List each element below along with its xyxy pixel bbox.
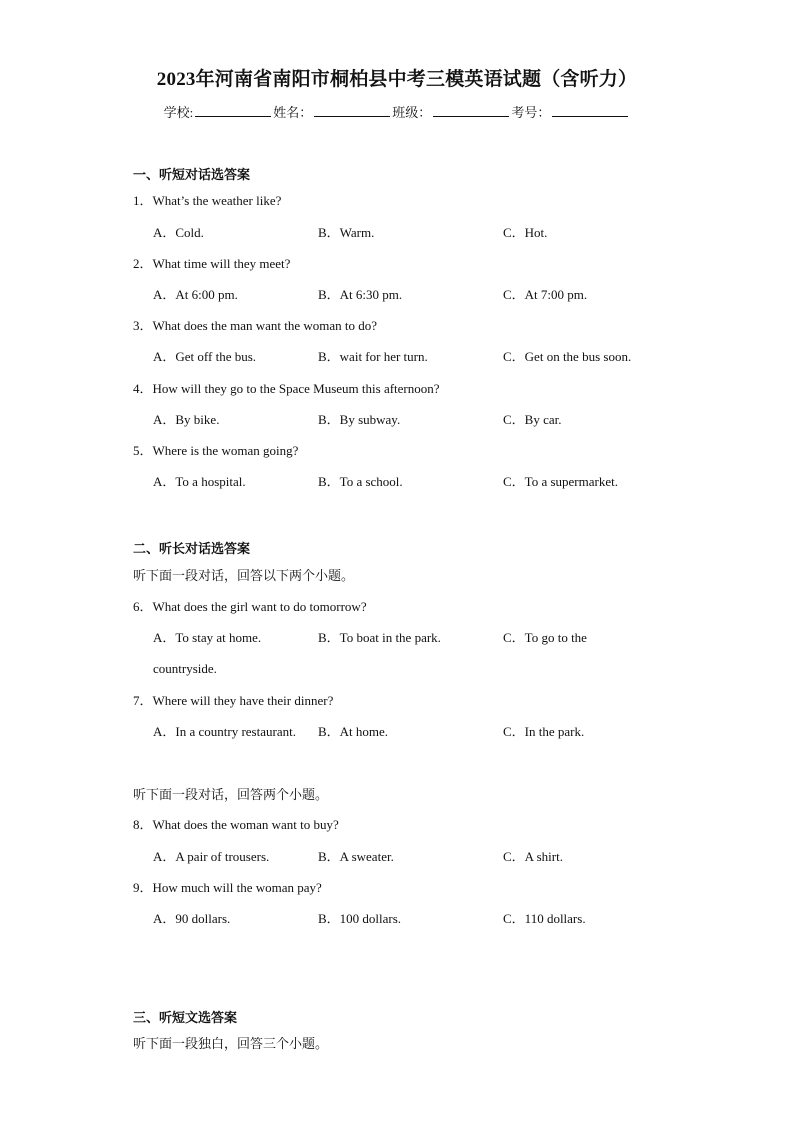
question-3: 3．What does the man want the woman to do?: [133, 318, 378, 333]
question-4-option-b: B．By subway.: [318, 412, 401, 427]
question-7: 7．Where will they have their dinner?: [133, 693, 334, 708]
name-label: 姓名：: [273, 105, 313, 120]
question-9-option-c: C．110 dollars.: [503, 911, 586, 926]
question-4-option-a: A．By bike.: [153, 412, 220, 427]
question-3-option-b: B．wait for her turn.: [318, 349, 428, 364]
student-info-line: [0, 104, 794, 119]
question-2: 2．What time will they meet?: [133, 256, 291, 271]
question-2-option-a: A．At 6:00 pm.: [153, 287, 238, 302]
section-2-title: 二、听长对话选答案: [133, 541, 251, 556]
question-6-option-c: C．To go to the: [503, 630, 587, 645]
question-9: 9．How much will the woman pay?: [133, 880, 322, 895]
question-4-option-c: C．By car.: [503, 412, 562, 427]
question-8-option-c: C．A shirt.: [503, 849, 563, 864]
question-1-option-a: A．Cold.: [153, 225, 204, 240]
question-2-option-b: B．At 6:30 pm.: [318, 287, 403, 302]
number-label: 考号：: [511, 105, 551, 120]
class-label: 班级：: [392, 105, 432, 120]
question-6: 6．What does the girl want to do tomorrow?: [133, 599, 367, 614]
question-1: 1．What’s the weather like?: [133, 193, 282, 208]
section-3-intro-1: 听下面一段独白，回答三个小题。: [133, 1036, 329, 1051]
question-6-option-a: A．To stay at home.: [153, 630, 262, 645]
question-5: 5．Where is the woman going?: [133, 443, 299, 458]
question-9-option-b: B．100 dollars.: [318, 911, 402, 926]
question-5-option-a: A．To a hospital.: [153, 474, 246, 489]
question-1-option-c: C．Hot.: [503, 225, 548, 240]
question-3-option-c: C．Get on the bus soon.: [503, 349, 632, 364]
question-7-option-c: C．In the park.: [503, 724, 585, 739]
question-4: 4．How will they go to the Space Museum this afternoon?: [133, 381, 440, 396]
question-9-option-a: A．90 dollars.: [153, 911, 231, 926]
question-7-option-a: A．In a country restaurant.: [153, 724, 296, 739]
section-2-intro-1: 听下面一段对话，回答以下两个小题。: [133, 568, 355, 583]
school-blank: [195, 104, 271, 117]
question-1-option-b: B．Warm.: [318, 225, 375, 240]
page-title: 2023年河南省南阳市桐柏县中考三模英语试题（含听力）: [156, 69, 638, 90]
number-blank: [552, 104, 628, 117]
question-6-option-b: B．To boat in the park.: [318, 630, 441, 645]
section-3-title: 三、听短文选答案: [133, 1010, 238, 1025]
question-2-option-c: C．At 7:00 pm.: [503, 287, 588, 302]
question-5-option-b: B．To a school.: [318, 474, 403, 489]
section-2-intro-2: 听下面一段对话，回答两个小题。: [133, 787, 329, 802]
question-8-option-b: B．A sweater.: [318, 849, 394, 864]
school-label: 学校:: [163, 105, 194, 120]
question-7-option-b: B．At home.: [318, 724, 389, 739]
section-1-title: 一、听短对话选答案: [133, 167, 251, 182]
question-5-option-c: C．To a supermarket.: [503, 474, 618, 489]
question-3-option-a: A．Get off the bus.: [153, 349, 257, 364]
class-blank: [433, 104, 509, 117]
question-8-option-a: A．A pair of trousers.: [153, 849, 270, 864]
question-8: 8．What does the woman want to buy?: [133, 817, 339, 832]
question-6-option-c-continued: countryside.: [153, 661, 217, 676]
name-blank: [314, 104, 390, 117]
